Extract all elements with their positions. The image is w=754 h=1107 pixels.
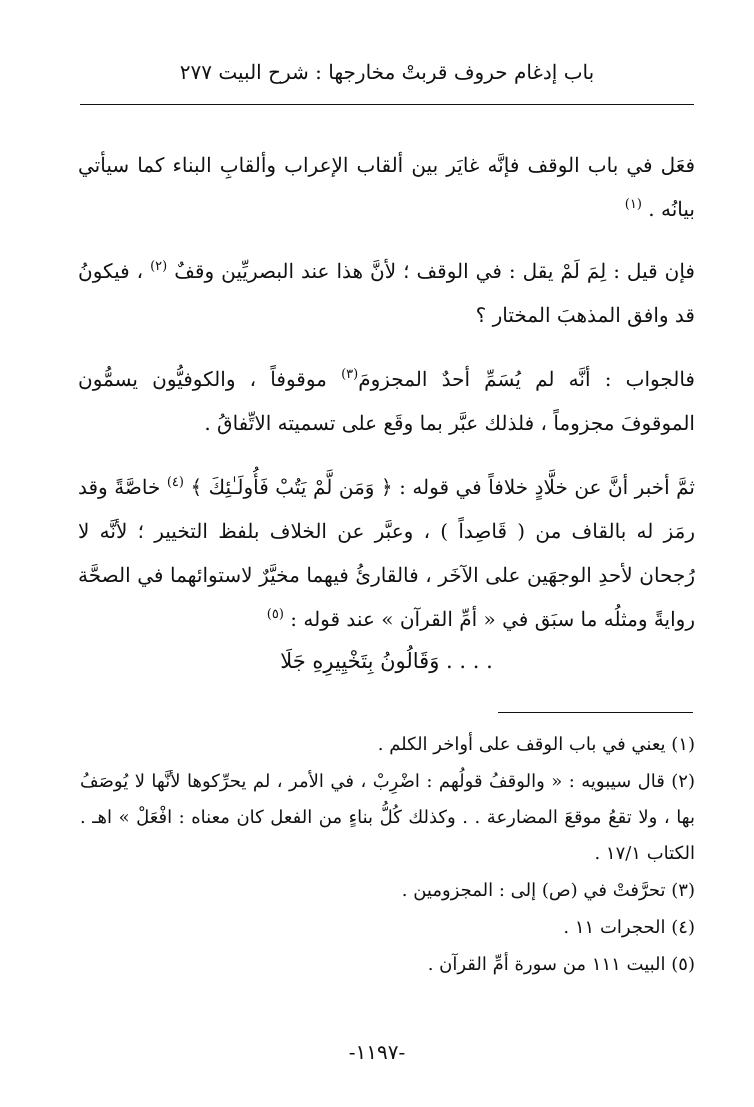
footnote-ref-4: (٤) <box>166 475 184 490</box>
paragraph-3-text-a: فالجواب : أنَّه لم يُسَمِّ أحدٌ المجزومَ <box>358 367 695 391</box>
footnote-1: (١) يعني في باب الوقف على أواخر الكلم . <box>377 734 695 755</box>
footnote-5: (٥) البيت ١١١ من سورة أمِّ القرآن . <box>427 954 695 975</box>
poem-verse: . . . . وَقَالُونُ بِتَخْيِيرِهِ جَلَا <box>280 649 493 673</box>
running-header <box>80 58 694 86</box>
main-text <box>78 143 695 701</box>
paragraph-2-text-b: ، فيكونُ قد وافق المذهبَ المختار ؟ <box>78 259 695 327</box>
paragraph-4-text-a: ثمَّ أخبر أنَّ عن خلَّادٍ خلافاً في قوله : ﴿ وَمَن لَّمْ يَتُبْ فَأُولَـٰئِكَ ﴾ <box>183 475 696 499</box>
paragraph-4 <box>78 465 695 641</box>
paragraph-2-text-a: فإن قيل : لِمَ لَمْ يقل : في الوقف ؛ لأنَّ هذا عند البصريِّين وقفٌ <box>167 259 695 283</box>
page-number: -١١٩٧- <box>348 1040 406 1064</box>
paragraph-1-text: فعَل في باب الوقف فإنَّه غايَر بين ألقاب الإعراب وألقابِ البناء كما سيأتي بيانُه . <box>78 153 695 221</box>
paragraph-4-text-b: خاصَّةً وقد رمَز له بالقاف من ( قَاصِداً ) ، وعبَّر عن الخلاف بلفظ التخيير ؛ لأنَّه لا رُجحان لأحدِ الوجهَين على الآخَر ، فالقارئُ فيهما مخيَّرٌ لاستوائهما في الصحَّة روايةً ومثلُه ما سبَق في « أمِّ القرآن » عند قوله : <box>78 475 695 631</box>
footnote-ref-3: (٣) <box>341 367 359 382</box>
header-rule <box>80 104 694 105</box>
footnote-separator <box>498 712 693 713</box>
footnote-2: (٢) قال سيبويه : « والوقفُ قولُهم : اضْرِبْ ، في الأمر ، لم يحرِّكوها لأنَّها لا يُوصَفُ بها ، ولا تقعُ موقعَ المضارعة . . وكذلك كُلُّ بناءٍ من الفعل كان معناه : افْعَلْ » اهـ . الكتاب ١٧/١ . <box>80 771 695 864</box>
paragraph-1 <box>78 143 695 231</box>
footnotes <box>80 727 695 984</box>
paragraph-3 <box>78 357 695 445</box>
footnote-ref-5: (٥) <box>266 607 284 622</box>
paragraph-3-text-b: موقوفاً ، والكوفيُّون يسمُّون الموقوفَ مجزوماً ، فلذلك عبَّر بما وقَع على تسميته الاتِّفاقُ . <box>78 367 695 435</box>
running-header-text: باب إدغام حروف قربتْ مخارجها : شرح البيت ٢٧٧ <box>179 60 595 84</box>
footnote-ref-2: (٢) <box>150 259 168 274</box>
footnote-4: (٤) الحجرات ١١ . <box>563 917 695 938</box>
paragraph-2 <box>78 249 695 337</box>
footnote-ref-1: (١) <box>624 197 642 212</box>
footnote-3: (٣) تحرَّفتْ في (ص) إلى : المجزومين . <box>401 880 695 901</box>
